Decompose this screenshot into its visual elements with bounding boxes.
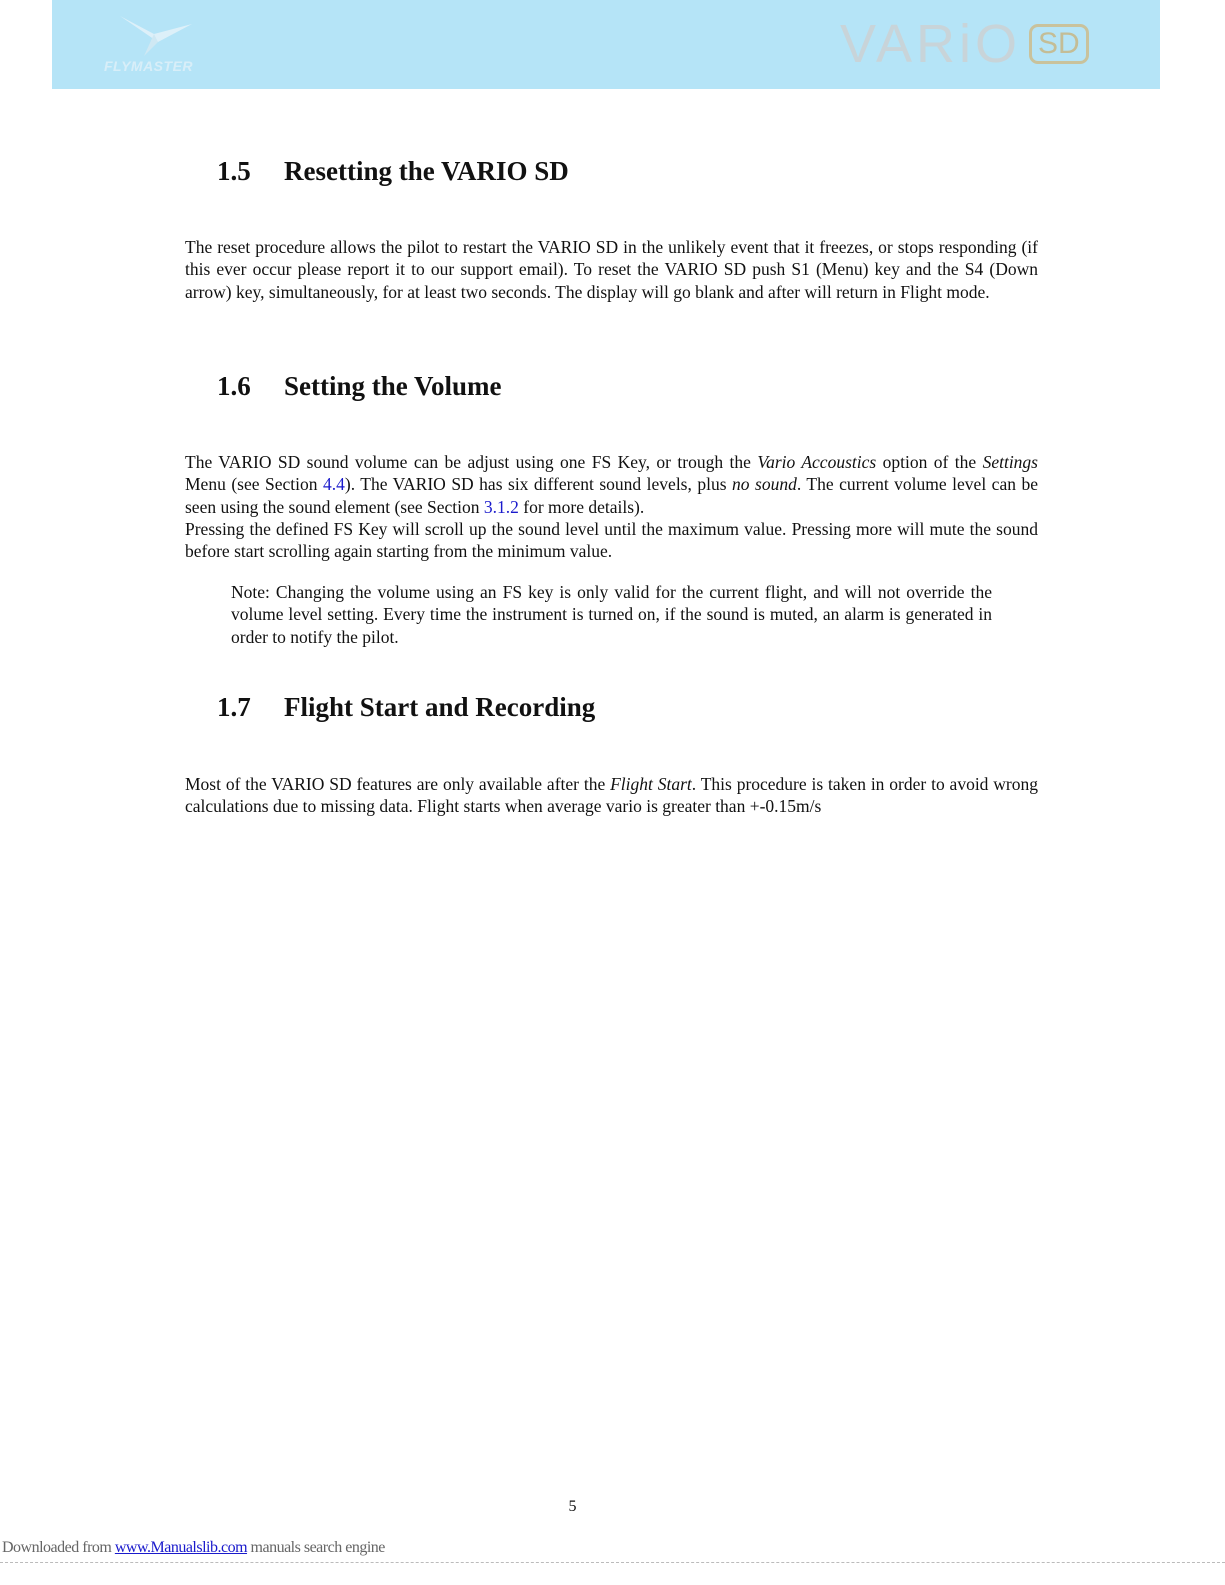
volume-scroll-paragraph: Pressing the defined FS Key will scroll up the sound level until the maximum value. Pressing more will mute the sound before start scrolling again starting from the minimum value.	[185, 519, 1038, 562]
section-title-resetting	[217, 156, 569, 187]
section-number: 1.7	[217, 692, 251, 722]
footer-suffix: manuals search engine	[247, 1539, 385, 1556]
emphasis-no-sound: no sound	[732, 474, 797, 495]
section-number: 1.6	[217, 371, 251, 401]
vario-logo-word: VARiO	[840, 14, 1022, 74]
section-title-text: Setting the Volume	[284, 371, 502, 401]
glider-icon	[114, 14, 194, 58]
text-run: ). The VARIO SD has six different sound levels, plus	[344, 474, 733, 495]
text-run: The VARIO SD sound volume can be adjust using one FS Key, or trough the	[185, 452, 758, 472]
text-run: Menu (see Section	[185, 474, 323, 495]
flymaster-logo	[104, 10, 214, 76]
flymaster-logo-text: FLYMASTER	[104, 58, 194, 74]
sd-logo-badge: SD	[1029, 24, 1089, 64]
emphasis-vario-accoustics: Vario Accoustics	[757, 452, 877, 472]
text-run: for more details).	[518, 496, 645, 517]
section-title-flight-start	[217, 692, 595, 723]
section-title-text: Resetting the VARIO SD	[284, 156, 569, 186]
footer-prefix: Downloaded from	[2, 1539, 115, 1556]
section-link-4-4[interactable]: 4.4	[323, 474, 345, 495]
reset-paragraph: The reset procedure allows the pilot to restart the VARIO SD in the unlikely event that it freezes, or stops responding (if this ever occur please report it to our support email). To reset the VARIO SD push S1 (Menu) key and the S4 (Down arrow) key, simultaneously, for at least two seconds. The display will go blank and after will return in Flight mode.	[185, 237, 1038, 302]
flight-start-paragraph	[185, 773, 1038, 818]
text-run: Most of the VARIO SD features are only available after the	[185, 774, 611, 794]
section-title-volume	[217, 371, 502, 402]
manualslib-link[interactable]: www.Manualslib.com	[114, 1539, 248, 1556]
section-title-text: Flight Start and Recording	[284, 692, 596, 722]
section-link-3-1-2[interactable]: 3.1.2	[483, 496, 519, 517]
emphasis-settings: Settings	[982, 452, 1038, 472]
text-run: option of the	[876, 452, 983, 472]
emphasis-flight-start: Flight Start	[610, 774, 692, 794]
volume-note: Note: Changing the volume using an FS key is only valid for the current flight, and will not override the volume level setting. Every time the instrument is turned on, if the sound is muted, an alarm is generated in order to notify the pilot.	[231, 582, 992, 647]
page-number: 5	[568, 1498, 577, 1515]
text-run: . This procedure is taken in order to avoid wrong calculations due to missing data. Flight starts when average vario is greater than +-0.15m/s	[185, 774, 1039, 817]
vario-sd-logo	[840, 14, 1089, 74]
section-number: 1.5	[217, 156, 251, 186]
text-run: . The current volume level can be seen using the sound element (see Section	[185, 474, 1038, 517]
volume-paragraph	[185, 451, 1038, 518]
footer-divider	[0, 1562, 1225, 1563]
download-footer	[2, 1539, 385, 1557]
